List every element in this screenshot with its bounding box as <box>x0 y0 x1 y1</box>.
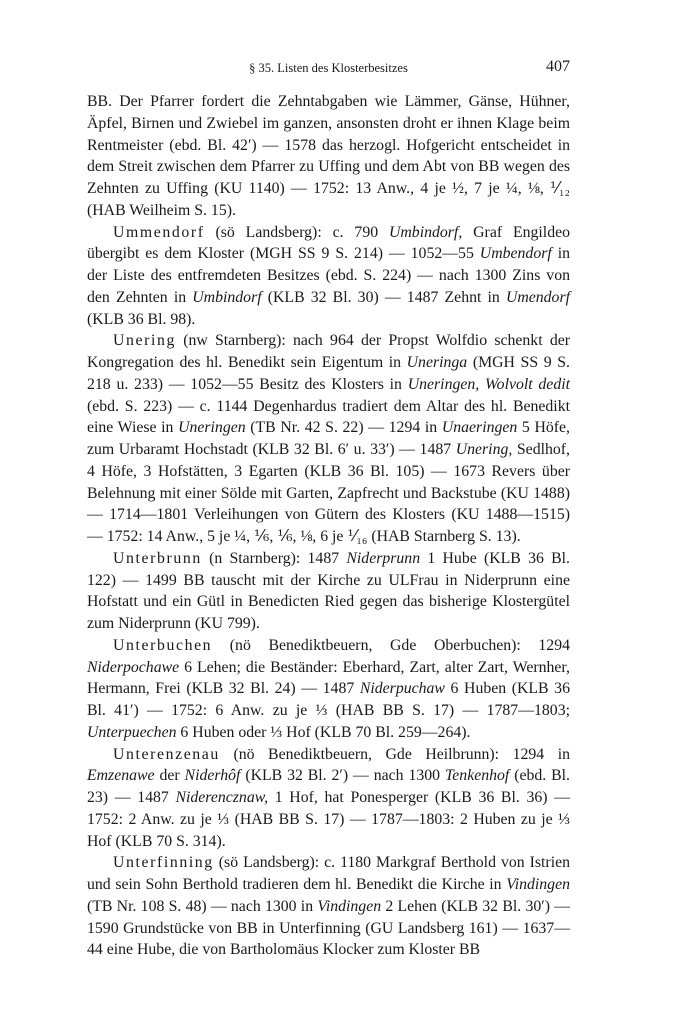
body-text <box>87 91 570 961</box>
italic-place-name: Unterpuechen <box>87 723 177 741</box>
text-run: Sedlhof, 4 Höfe, 3 Hofstätten, 3 Egarten (KLB 36 Bl. 105) — 1673 Revers über Belehnung mit einer Sölde mit Garten, Zapfrecht und Backstube (KU 1488) — 1714—1801 Verleihungen von Gütern des Klosters (KU 1488—1515) — 1752: 14 Anw., 5 je ¼, ⅙, ⅙, ⅛, 6 je ⅟₁₆ (HAB Starnberg S. 13). <box>87 441 570 545</box>
text-run: (TB Nr. 42 S. 22) — 1294 in <box>245 419 442 437</box>
italic-place-name: Niderpochawe <box>87 658 180 676</box>
text-run: (sö Landsberg): c. 1180 Markgraf Berthold von Istrien und sein Sohn Berthold tradieren dem hl. Benedikt die Kirche in <box>87 854 570 893</box>
italic-place-name: Unaeringen <box>441 419 518 437</box>
entry-heading: Unering <box>113 332 176 350</box>
text-run: (nö Benediktbeuern, Gde Oberbuchen): 1294 <box>212 636 570 654</box>
italic-place-name: Umendorf <box>505 288 570 306</box>
text-run: 2 Lehen (KLB 32 Bl. 30′) — 1590 Grundstücke von BB in Unterfinning (GU Landsberg 161) — 1637—44 eine Hube, die von Bartholomäus Klocker zum Kloster BB <box>87 897 570 959</box>
italic-place-name: Tenkenhof <box>444 767 510 785</box>
page-number: 407 <box>546 58 570 75</box>
paragraph <box>87 744 570 853</box>
text-run: (n Starnberg): 1487 <box>201 549 347 567</box>
paragraph <box>87 548 570 635</box>
entry-heading: Unterfinning <box>113 854 214 872</box>
text-run: (KLB 32 Bl. 2′) — nach 1300 <box>240 767 445 785</box>
text-run: 1 Hube (KLB 36 Bl. 122) — 1499 BB tauscht mit der Kirche zu ULFrau in Niderprunn eine Hofstatt und ein Gütl in Benedicten Ried gegen das bisherige Klostergütel zum Niderprunn (KU 799). <box>87 549 571 632</box>
italic-place-name: Umbindorf, <box>388 223 463 241</box>
entry-heading: Unterbuchen <box>113 636 213 654</box>
entry-heading: Unterenzenau <box>113 745 220 763</box>
paragraph <box>87 222 570 331</box>
text-run: (sö Landsberg): c. 790 <box>204 223 389 241</box>
paragraph <box>87 852 570 961</box>
entry-heading: Unterbrunn <box>113 549 202 567</box>
italic-place-name: Uneringa <box>406 354 468 371</box>
entry-heading: Ummendorf <box>113 223 205 241</box>
text-run: 1 Hof, hat Ponesperger (KLB 36 Bl. 36) — 1752: 2 Anw. zu je ⅓ (HAB BB S. 17) — 1787—1803: 2 Huben zu je ⅓ Hof (KLB 70 S. 314). <box>87 789 570 850</box>
italic-place-name: Niderprunn <box>346 549 421 567</box>
italic-place-name: Uneringen, Wolvolt dedit <box>407 375 570 393</box>
page-header <box>87 58 570 78</box>
italic-place-name: Emzenawe <box>87 767 155 785</box>
text-run: (KLB 36 Bl. 98). <box>87 310 196 328</box>
text-run: (ebd. Bl. 23) — 1487 <box>87 767 570 806</box>
italic-place-name: Uneringen <box>178 419 246 437</box>
italic-place-name: Niderencznaw, <box>175 789 269 806</box>
text-run: in der Liste des entfremdeten Besitzes (ebd. S. 224) — nach 1300 Zins von den Zehnten in <box>87 245 570 306</box>
text-run: BB. Der Pfarrer fordert die Zehntabgaben wie Lämmer, Gänse, Hühner, Äpfel, Birnen und Zwiebel im ganzen, ansonsten droht er ihnen Klage beim Rentmeister (ebd. Bl. 42′) — 1578 das herzogl. Hofgericht entscheidet in dem Streit zwischen dem Pfarrer zu Uffing und dem Abt von BB wegen des Zehnten zu Uffing (KU 1140) — 1752: 13 Anw., 4 je ½, 7 je ¼, ⅛, ⅟₁₂ (HAB Weilheim S. 15). <box>87 93 570 219</box>
text-run: der <box>154 767 185 785</box>
text-run: 6 Huben oder ⅓ Hof (KLB 70 Bl. 259—264). <box>176 723 471 741</box>
italic-place-name: Niderhôf <box>184 767 241 785</box>
italic-place-name: Unering, <box>455 441 513 458</box>
paragraph <box>87 91 570 222</box>
italic-place-name: Vindingen <box>506 876 570 893</box>
text-run: (TB Nr. 108 S. 48) — nach 1300 in <box>87 897 318 915</box>
text-run: (KLB 32 Bl. 30) — 1487 Zehnt in <box>261 288 506 306</box>
running-title: § 35. Listen des Klosterbesitzes <box>249 61 408 75</box>
text-run: 5 Höfe, zum Urbaramt Hochstadt (KLB 32 Bl. 6′ u. 33′) — 1487 <box>87 419 570 458</box>
italic-place-name: Niderpuchaw <box>359 680 445 698</box>
text-run: (ebd. S. 223) — c. 1144 Degenhardus tradiert dem Altar des hl. Benedikt eine Wiese in <box>87 397 570 437</box>
paragraph <box>87 330 570 548</box>
italic-place-name: Umbendorf <box>479 245 552 263</box>
text-run: (nw Starnberg): nach 964 der Propst Wolfdio schenkt der Kongregation des hl. Benedikt sein Eigentum in <box>87 332 570 371</box>
text-run: Graf Engildeo übergibt es dem Kloster (MGH SS 9 S. 214) — 1052—55 <box>87 223 570 263</box>
text-run: (nö Benediktbeuern, Gde Heilbrunn): 1294 in <box>219 745 570 763</box>
italic-place-name: Umbindorf <box>192 288 262 306</box>
text-run: 6 Lehen; die Beständer: Eberhard, Zart, alter Zart, Wernher, Hermann, Frei (KLB 32 Bl. 24) — 1487 <box>87 658 570 698</box>
text-run: (MGH SS 9 S. 218 u. 233) — 1052—55 Besitz des Klosters in <box>87 354 570 393</box>
paragraph <box>87 635 570 744</box>
italic-place-name: Vindingen <box>317 897 382 915</box>
text-run: 6 Huben (KLB 36 Bl. 41′) — 1752: 6 Anw. zu je ⅓ (HAB BB S. 17) — 1787—1803; <box>87 680 570 719</box>
